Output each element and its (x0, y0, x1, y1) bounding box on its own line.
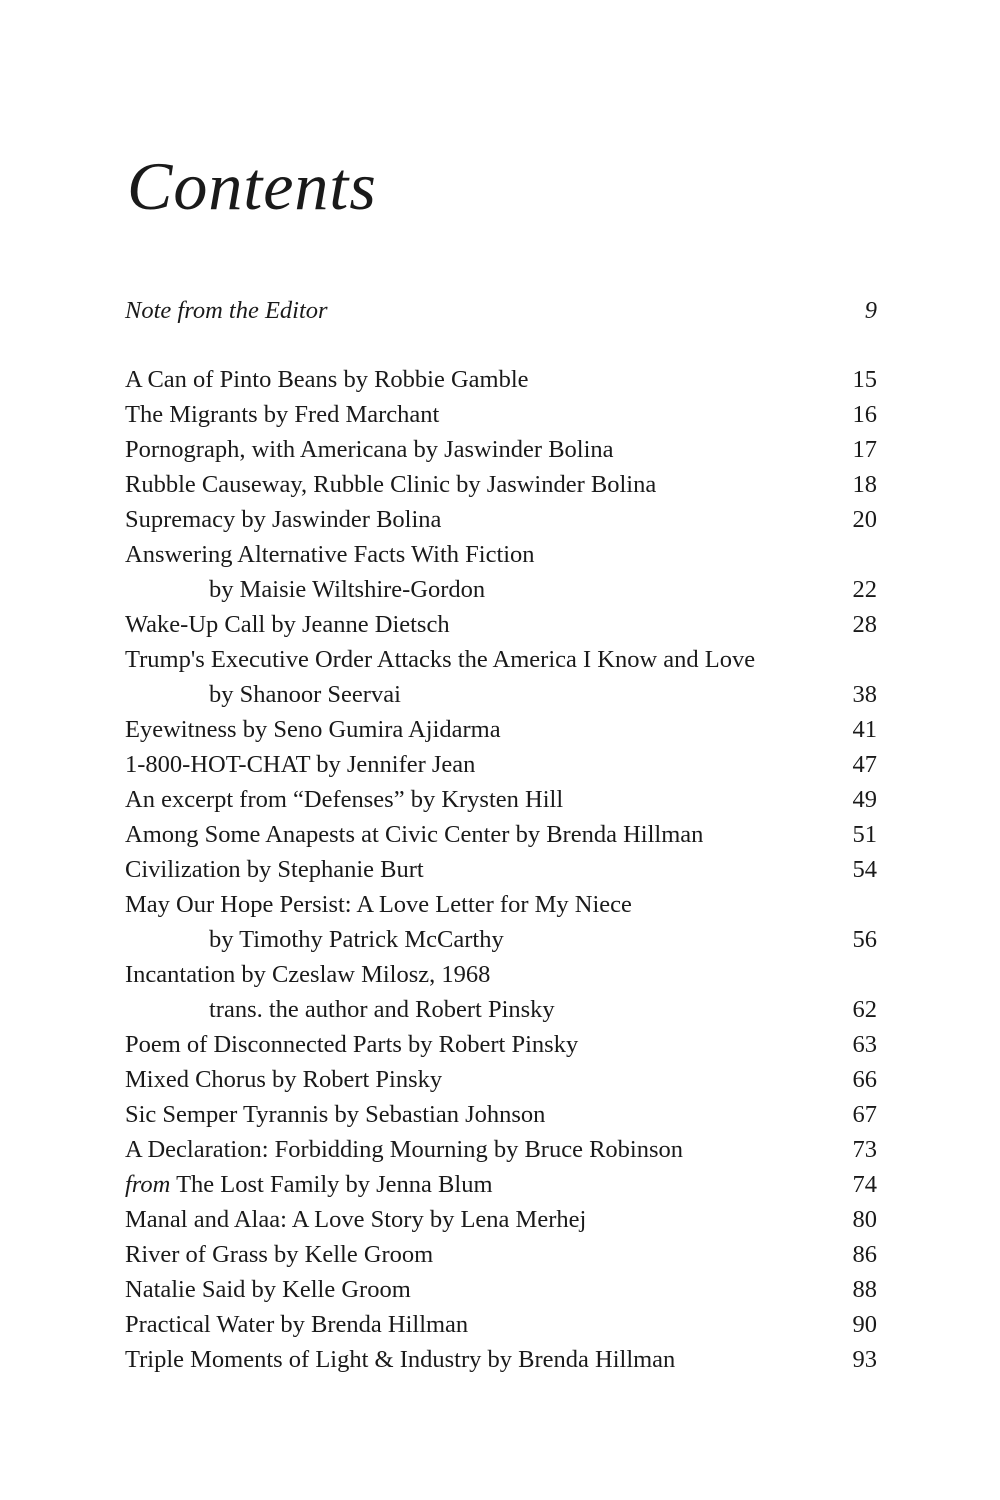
entry-title: Civilization by Stephanie Burt (125, 856, 424, 883)
entry-page-number: 22 (852, 576, 877, 603)
entry-title: An excerpt from “Defenses” by Krysten Hill (125, 786, 564, 813)
entry-title: by Timothy Patrick McCarthy (209, 926, 504, 953)
entry-page-number: 80 (852, 1206, 877, 1233)
entry-page-number: 20 (852, 506, 877, 533)
toc-entry (125, 502, 877, 537)
entry-page-number: 51 (852, 821, 877, 848)
toc-entry (125, 782, 877, 817)
entry-page-number: 56 (852, 926, 877, 953)
entry-title: Eyewitness by Seno Gumira Ajidarma (125, 716, 501, 743)
entry-title: Practical Water by Brenda Hillman (125, 1311, 469, 1338)
entry-title (125, 1167, 493, 1202)
entry-page-number: 38 (852, 681, 877, 708)
entry-title: A Can of Pinto Beans by Robbie Gamble (125, 366, 529, 393)
entry-title: Supremacy by Jaswinder Bolina (125, 506, 442, 533)
entry-page-number: 49 (852, 786, 877, 813)
page-title: Contents (127, 148, 377, 224)
toc-entry (125, 852, 877, 887)
entry-title: The Migrants by Fred Marchant (125, 401, 440, 428)
toc-entry (125, 432, 877, 467)
toc-entry (125, 572, 877, 607)
entry-page-number: 28 (852, 611, 877, 638)
toc-entry (125, 1307, 877, 1342)
toc-entry (125, 1097, 877, 1132)
entry-title: Answering Alternative Facts With Fiction (125, 541, 535, 568)
toc-entry (125, 1342, 877, 1377)
entry-title: trans. the author and Robert Pinsky (209, 996, 555, 1023)
entry-title: May Our Hope Persist: A Love Letter for My Niece (125, 891, 632, 918)
toc-entry (125, 642, 877, 677)
entry-prefix: from (125, 1171, 171, 1198)
entry-page-number: 86 (852, 1241, 877, 1268)
entry-page-number: 47 (852, 751, 877, 778)
entry-title: Trump's Executive Order Attacks the America I Know and Love (125, 646, 756, 673)
entry-title: Poem of Disconnected Parts by Robert Pinsky (125, 1031, 579, 1058)
editor-note-entry (125, 293, 877, 328)
toc-entry (125, 712, 877, 747)
toc-entry (125, 397, 877, 432)
toc-entry (125, 677, 877, 712)
toc-entry (125, 1027, 877, 1062)
entry-title: Rubble Causeway, Rubble Clinic by Jaswinder Bolina (125, 471, 657, 498)
entry-page-number: 15 (852, 366, 877, 393)
entry-page-number: 93 (852, 1346, 877, 1373)
entry-page-number: 16 (852, 401, 877, 428)
entry-page-number: 9 (864, 297, 877, 324)
entry-page-number: 18 (852, 471, 877, 498)
toc-entry (125, 1132, 877, 1167)
toc-entry (125, 1167, 877, 1202)
toc-entry (125, 467, 877, 502)
entry-title: Manal and Alaa: A Love Story by Lena Merhej (125, 1206, 587, 1233)
toc-entry (125, 817, 877, 852)
toc-entry (125, 887, 877, 922)
toc-entry (125, 992, 877, 1027)
entry-title: Natalie Said by Kelle Groom (125, 1276, 411, 1303)
entry-title: Incantation by Czeslaw Milosz, 1968 (125, 961, 491, 988)
entry-title: River of Grass by Kelle Groom (125, 1241, 434, 1268)
toc-entry (125, 1062, 877, 1097)
entry-page-number: 63 (852, 1031, 877, 1058)
entry-title: A Declaration: Forbidding Mourning by Bruce Robinson (125, 1136, 683, 1163)
entry-title: Triple Moments of Light & Industry by Brenda Hillman (125, 1346, 676, 1373)
toc-entry (125, 607, 877, 642)
entry-page-number: 90 (852, 1311, 877, 1338)
entry-title-text: The Lost Family by Jenna Blum (176, 1171, 493, 1198)
toc-entry (125, 1272, 877, 1307)
toc-entry (125, 1237, 877, 1272)
entry-title: by Maisie Wiltshire-Gordon (209, 576, 486, 603)
entry-page-number: 73 (852, 1136, 877, 1163)
entry-page-number: 17 (852, 436, 877, 463)
entry-title: Among Some Anapests at Civic Center by Brenda Hillman (125, 821, 704, 848)
entry-page-number: 74 (852, 1171, 877, 1198)
entry-title: Note from the Editor (125, 297, 328, 324)
entry-page-number: 67 (852, 1101, 877, 1128)
entry-page-number: 66 (852, 1066, 877, 1093)
entry-page-number: 62 (852, 996, 877, 1023)
entry-title: by Shanoor Seervai (209, 681, 401, 708)
entry-page-number: 54 (852, 856, 877, 883)
toc-entry (125, 537, 877, 572)
entry-title: 1-800-HOT-CHAT by Jennifer Jean (125, 751, 476, 778)
entry-page-number: 88 (852, 1276, 877, 1303)
entry-title: Wake-Up Call by Jeanne Dietsch (125, 611, 450, 638)
entry-title: Mixed Chorus by Robert Pinsky (125, 1066, 443, 1093)
toc-entry (125, 922, 877, 957)
toc-entry (125, 747, 877, 782)
toc-entry (125, 362, 877, 397)
entry-title: Sic Semper Tyrannis by Sebastian Johnson (125, 1101, 546, 1128)
entry-title: Pornograph, with Americana by Jaswinder Bolina (125, 436, 614, 463)
toc-entry (125, 957, 877, 992)
toc-entry (125, 1202, 877, 1237)
entry-page-number: 41 (852, 716, 877, 743)
